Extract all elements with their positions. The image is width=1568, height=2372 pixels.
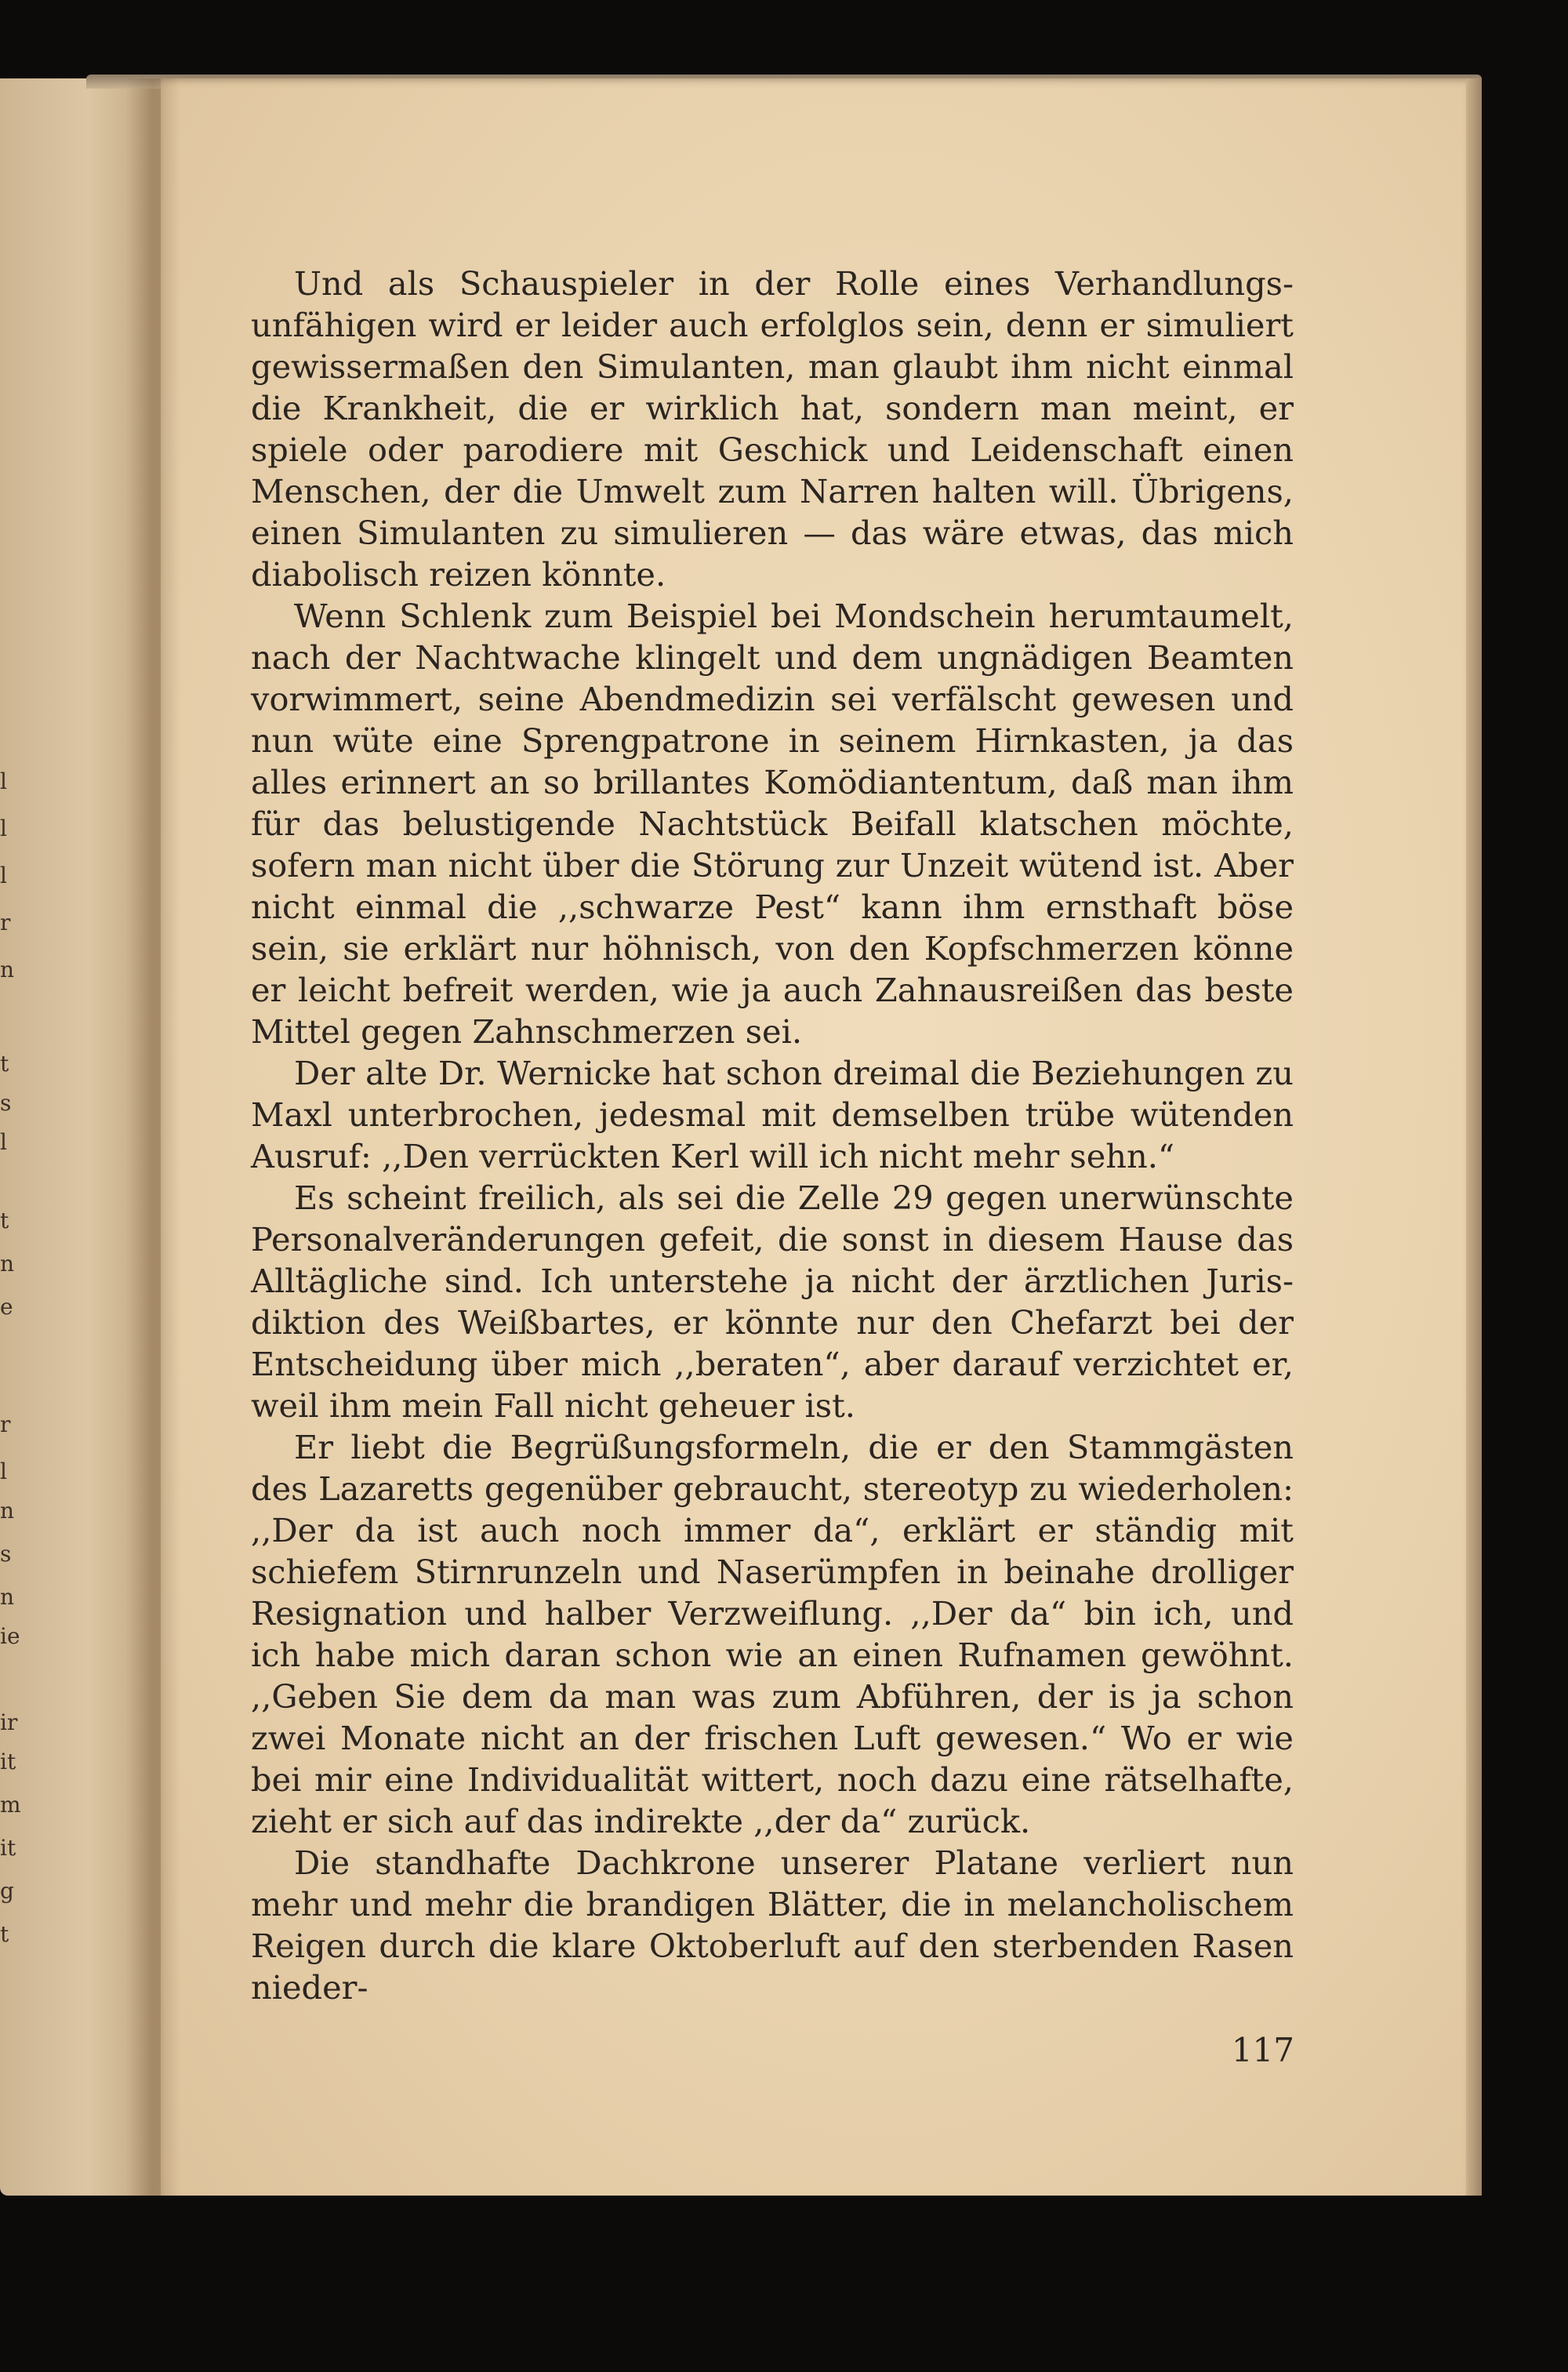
paragraph: Es scheint freilich, als sei die Zelle 29 gegen unerwünschte Personalveränderungen gefeit, die sonst in diesem Hause das Alltägliche sind. Ich unterstehe ja nicht der ärztlichen Jurisdiktion des Weißbartes, er könnte nur den Chefarzt bei der Entscheidung über mich ,,beraten“, aber darauf verzichtet er, weil ihm mein Fall nicht geheuer ist. — [251, 1179, 1294, 1425]
left-edge-glyph: it — [0, 1749, 16, 1774]
left-edge-glyph: m — [0, 1792, 21, 1818]
left-edge-glyph: l — [0, 815, 7, 841]
paragraph: Er liebt die Begrüßungsformeln, die er den Stammgästen des Lazaretts gegenüber gebraucht, stereotyp zu wiederholen: ,,Der da ist auch noch immer da“, erklärt er ständig mit schiefem Stirnrunzeln und Naserümpfen in beinahe drolliger Resignation und halber Verzweiflung. ,,Der da“ bin ich, und ich habe mich daran schon wie an einen Rufnamen gewöhnt. ,,Geben Sie dem da man was zum Abführen, der is ja schon zwei Monate nicht an der frischen Luft gewesen.“ Wo er wie bei mir eine Individualität wittert, noch dazu eine rätselhafte, zieht er sich auf das indirekte ,,der da“ zurück. — [251, 1428, 1294, 1840]
left-edge-glyph: ie — [0, 1623, 20, 1649]
left-edge-glyph: n — [0, 1251, 15, 1277]
left-edge-glyph: s — [0, 1541, 12, 1567]
page-right-edge — [1466, 78, 1482, 2196]
left-edge-glyph: it — [0, 1835, 16, 1861]
left-edge-glyph: l — [0, 1129, 7, 1155]
book-gutter-shadow — [125, 78, 180, 2196]
left-edge-glyph: ir — [0, 1709, 18, 1735]
paragraph: Und als Schauspieler in der Rolle eines Verhandlungsunfähigen wird er leider auch erfolglos sein, denn er simuliert gewissermaßen den Simulanten, man glaubt ihm nicht einmal die Krankheit, die er wirklich hat, sondern man meint, er spiele oder parodiere mit Geschick und Leidenschaft einen Menschen, der die Umwelt zum Narren halten will. Übrigens, einen Simulanten zu simulieren — das wäre etwas, das mich diabolisch reizen könnte. — [251, 264, 1294, 594]
left-edge-glyph: l — [0, 1458, 7, 1484]
page-body-text — [251, 263, 1294, 2008]
left-edge-glyph: t — [0, 1921, 9, 1947]
left-edge-glyph: l — [0, 768, 7, 794]
paragraph: Die standhafte Dachkrone unserer Platane verliert nun mehr und mehr die brandigen Blätter, die in melancholischem Reigen durch die klare Oktoberluft auf den sterbenden Rasen nieder- — [251, 1843, 1294, 2007]
left-edge-glyph: t — [0, 1051, 9, 1077]
left-edge-glyph: e — [0, 1294, 13, 1320]
left-edge-glyph: n — [0, 1498, 15, 1524]
left-edge-glyph: n — [0, 1584, 15, 1610]
left-edge-glyph: s — [0, 1090, 12, 1116]
left-edge-glyph: n — [0, 957, 15, 983]
left-edge-glyph: r — [0, 910, 11, 935]
paragraph: Der alte Dr. Wernicke hat schon dreimal die Beziehungen zu Maxl unterbrochen, jedesmal mit demselben trübe wütenden Ausruf: ,,Den verrückten Kerl will ich nicht mehr sehn.“ — [251, 1054, 1294, 1175]
left-edge-glyph: l — [0, 863, 7, 888]
book-page — [161, 78, 1466, 2196]
left-edge-glyph: r — [0, 1411, 11, 1437]
page-number: 117 — [1231, 2031, 1294, 2069]
left-edge-glyph: g — [0, 1878, 14, 1904]
left-edge-glyph: t — [0, 1208, 9, 1233]
paragraph: Wenn Schlenk zum Beispiel bei Mondschein herumtaumelt, nach der Nachtwache klingelt und dem ungnädigen Beamten vorwimmert, seine Abendmedizin sei verfälscht gewesen und nun wüte eine Sprengpatrone in seinem Hirnkasten, ja das alles erinnert an so brillantes Komödiantentum, daß man ihm für das belustigende Nachtstück Beifall klatschen möchte, sofern man nicht über die Störung zur Unzeit wütend ist. Aber nicht einmal die ,,schwarze Pest“ kann ihm ernsthaft böse sein, sie erklärt nur höhnisch, von den Kopfschmerzen könne er leicht befreit werden, wie ja auch Zahnausreißen das beste Mittel gegen Zahnschmerzen sei. — [251, 597, 1294, 1051]
